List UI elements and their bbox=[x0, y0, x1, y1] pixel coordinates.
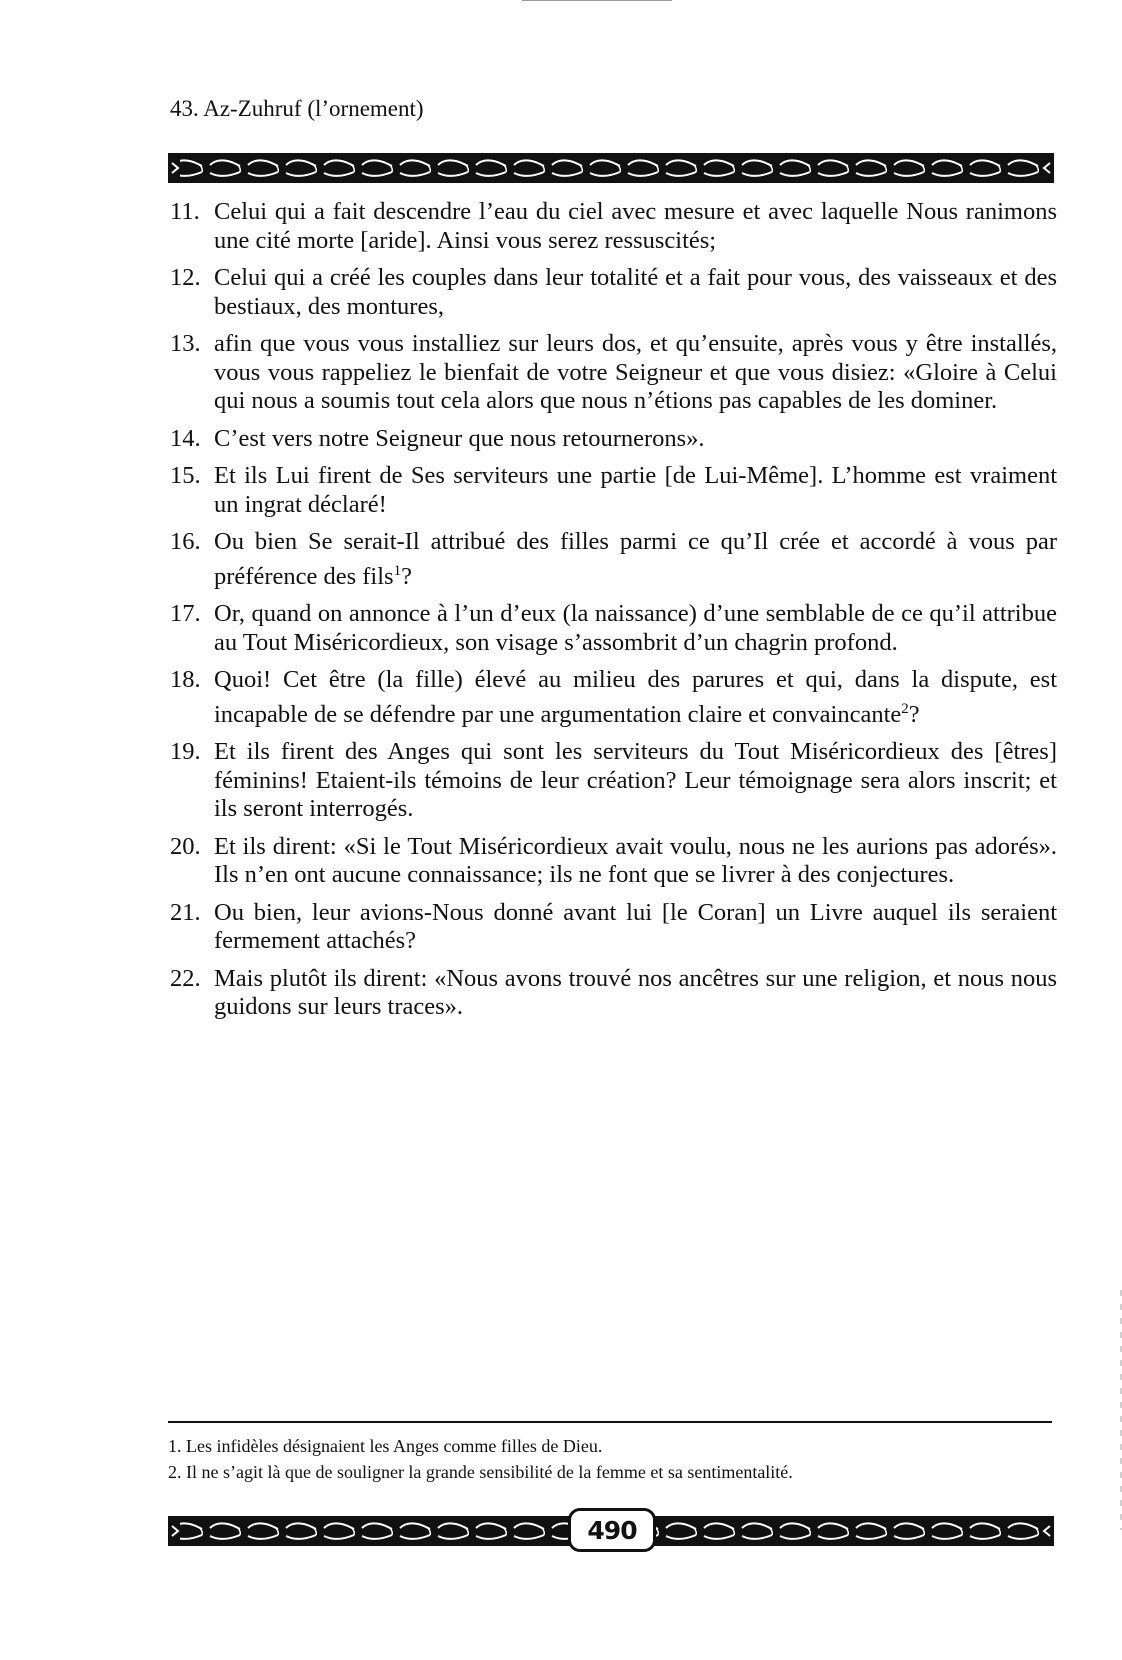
verse-number: 21. bbox=[170, 898, 201, 926]
verse-body: C’est vers notre Seigneur que nous retournerons». bbox=[214, 424, 705, 452]
footnote-list bbox=[168, 1433, 1052, 1485]
verse-number: 20. bbox=[170, 832, 201, 860]
verse-text bbox=[214, 965, 1057, 1022]
footnote-number: 1. bbox=[168, 1436, 182, 1456]
verse-number: 12. bbox=[170, 264, 201, 291]
verse-number: 17. bbox=[170, 600, 201, 628]
verse-punctuation: ? bbox=[401, 562, 412, 590]
verse-body: Et ils Lui firent de Ses serviteurs une partie [de Lui-Même]. L’homme est vraiment un ingrat déclaré! bbox=[214, 462, 1057, 518]
verse-text bbox=[214, 738, 1057, 824]
verse-body: Ou bien, leur avions-Nous donné avant lui [le Coran] un Livre auquel ils seraient fermement attachés? bbox=[214, 898, 1057, 955]
verse-text bbox=[214, 899, 1057, 956]
footnote-text: Les infidèles désignaient les Anges comme filles de Dieu. bbox=[186, 1436, 603, 1456]
verse-text bbox=[214, 833, 1057, 890]
footnote-item bbox=[168, 1459, 1052, 1485]
footnote-reference: 2 bbox=[901, 700, 909, 717]
verse-item bbox=[170, 330, 1057, 416]
chapter-title: 43. Az-Zuhruf (l’ornement) bbox=[170, 96, 424, 121]
verse-number: 18. bbox=[170, 666, 201, 694]
verse-number: 22. bbox=[170, 964, 201, 992]
verse-list bbox=[170, 198, 1057, 1031]
verse-punctuation: ? bbox=[908, 700, 920, 728]
verse-item bbox=[170, 528, 1057, 591]
verse-text bbox=[214, 330, 1057, 416]
verse-body: Celui qui a fait descendre l’eau du ciel avec mesure et avec laquelle Nous ranimons une cité morte [aride]. Ainsi vous serez ressuscités; bbox=[214, 198, 1057, 254]
verse-body: Quoi! Cet être (la fille) élevé au milieu des parures et qui, dans la dispute, est incapable de se défendre par une argumentation claire et convaincante bbox=[214, 666, 1057, 728]
verse-body: Et ils firent des Anges qui sont les serviteurs du Tout Miséricordieux des [êtres] féminins! Etaient-ils témoins de leur création? Leur témoignage sera alors inscrit; et ils seront interrogés. bbox=[214, 738, 1057, 823]
footnote-item bbox=[168, 1433, 1052, 1459]
footnote-reference: 1 bbox=[393, 562, 402, 579]
verse-text bbox=[214, 264, 1057, 321]
verse-text bbox=[214, 198, 1057, 255]
footnote-divider bbox=[168, 1421, 1052, 1423]
footnote-text: Il ne s’agit là que de souligner la grande sensibilité de la femme et sa sentimentalité. bbox=[186, 1462, 793, 1482]
verse-text bbox=[214, 425, 1057, 454]
verse-number: 14. bbox=[170, 424, 201, 452]
verse-body: Et ils dirent: «Si le Tout Miséricordieux avait voulu, nous ne les aurions pas adorés». Ils n’en ont aucune connaissance; ils ne font que se livrer à des conjectures. bbox=[214, 832, 1057, 889]
verse-text bbox=[214, 666, 1057, 729]
top-ornament-pattern bbox=[168, 153, 1054, 183]
verse-item bbox=[170, 965, 1057, 1022]
top-rule bbox=[522, 0, 672, 1]
verse-number: 11. bbox=[170, 198, 200, 225]
verse-body: Or, quand on annonce à l’un d’eux (la naissance) d’une semblable de ce qu’il attribue au Tout Miséricordieux, son visage s’assombrit d’un chagrin profond. bbox=[214, 600, 1057, 656]
footnote-number: 2. bbox=[168, 1462, 182, 1482]
verse-number: 16. bbox=[170, 528, 201, 555]
page-number: 490 bbox=[568, 1508, 656, 1552]
verse-text bbox=[214, 528, 1057, 591]
verse-item bbox=[170, 600, 1057, 657]
verse-body: Ou bien Se serait-Il attribué des filles parmi ce qu’Il crée et accordé à vous par préférence des fils bbox=[214, 528, 1057, 590]
verse-item bbox=[170, 738, 1057, 824]
verse-number: 15. bbox=[170, 462, 201, 489]
verse-item bbox=[170, 833, 1057, 890]
verse-number: 13. bbox=[170, 330, 201, 357]
verse-number: 19. bbox=[170, 738, 201, 766]
verse-text bbox=[214, 462, 1057, 519]
verse-item bbox=[170, 198, 1057, 255]
verse-body: Mais plutôt ils dirent: «Nous avons trouvé nos ancêtres sur une religion, et nous nous guidons sur leurs traces». bbox=[214, 964, 1057, 1021]
verse-body: Celui qui a créé les couples dans leur totalité et a fait pour vous, des vaisseaux et des bestiaux, des montures, bbox=[214, 264, 1057, 320]
verse-body: afin que vous vous installiez sur leurs dos, et qu’ensuite, après vous y être installés, vous vous rappeliez le bienfait de votre Seigneur et que vous disiez: «Gloire à Celui qui nous a soumis tout cela alors que nous n’étions pas capables de les dominer. bbox=[214, 330, 1057, 414]
verse-item bbox=[170, 666, 1057, 729]
verse-item bbox=[170, 264, 1057, 321]
verse-text bbox=[214, 600, 1057, 657]
top-ornament-band bbox=[168, 153, 1054, 183]
verse-item bbox=[170, 462, 1057, 519]
verse-item bbox=[170, 425, 1057, 454]
verse-item bbox=[170, 899, 1057, 956]
